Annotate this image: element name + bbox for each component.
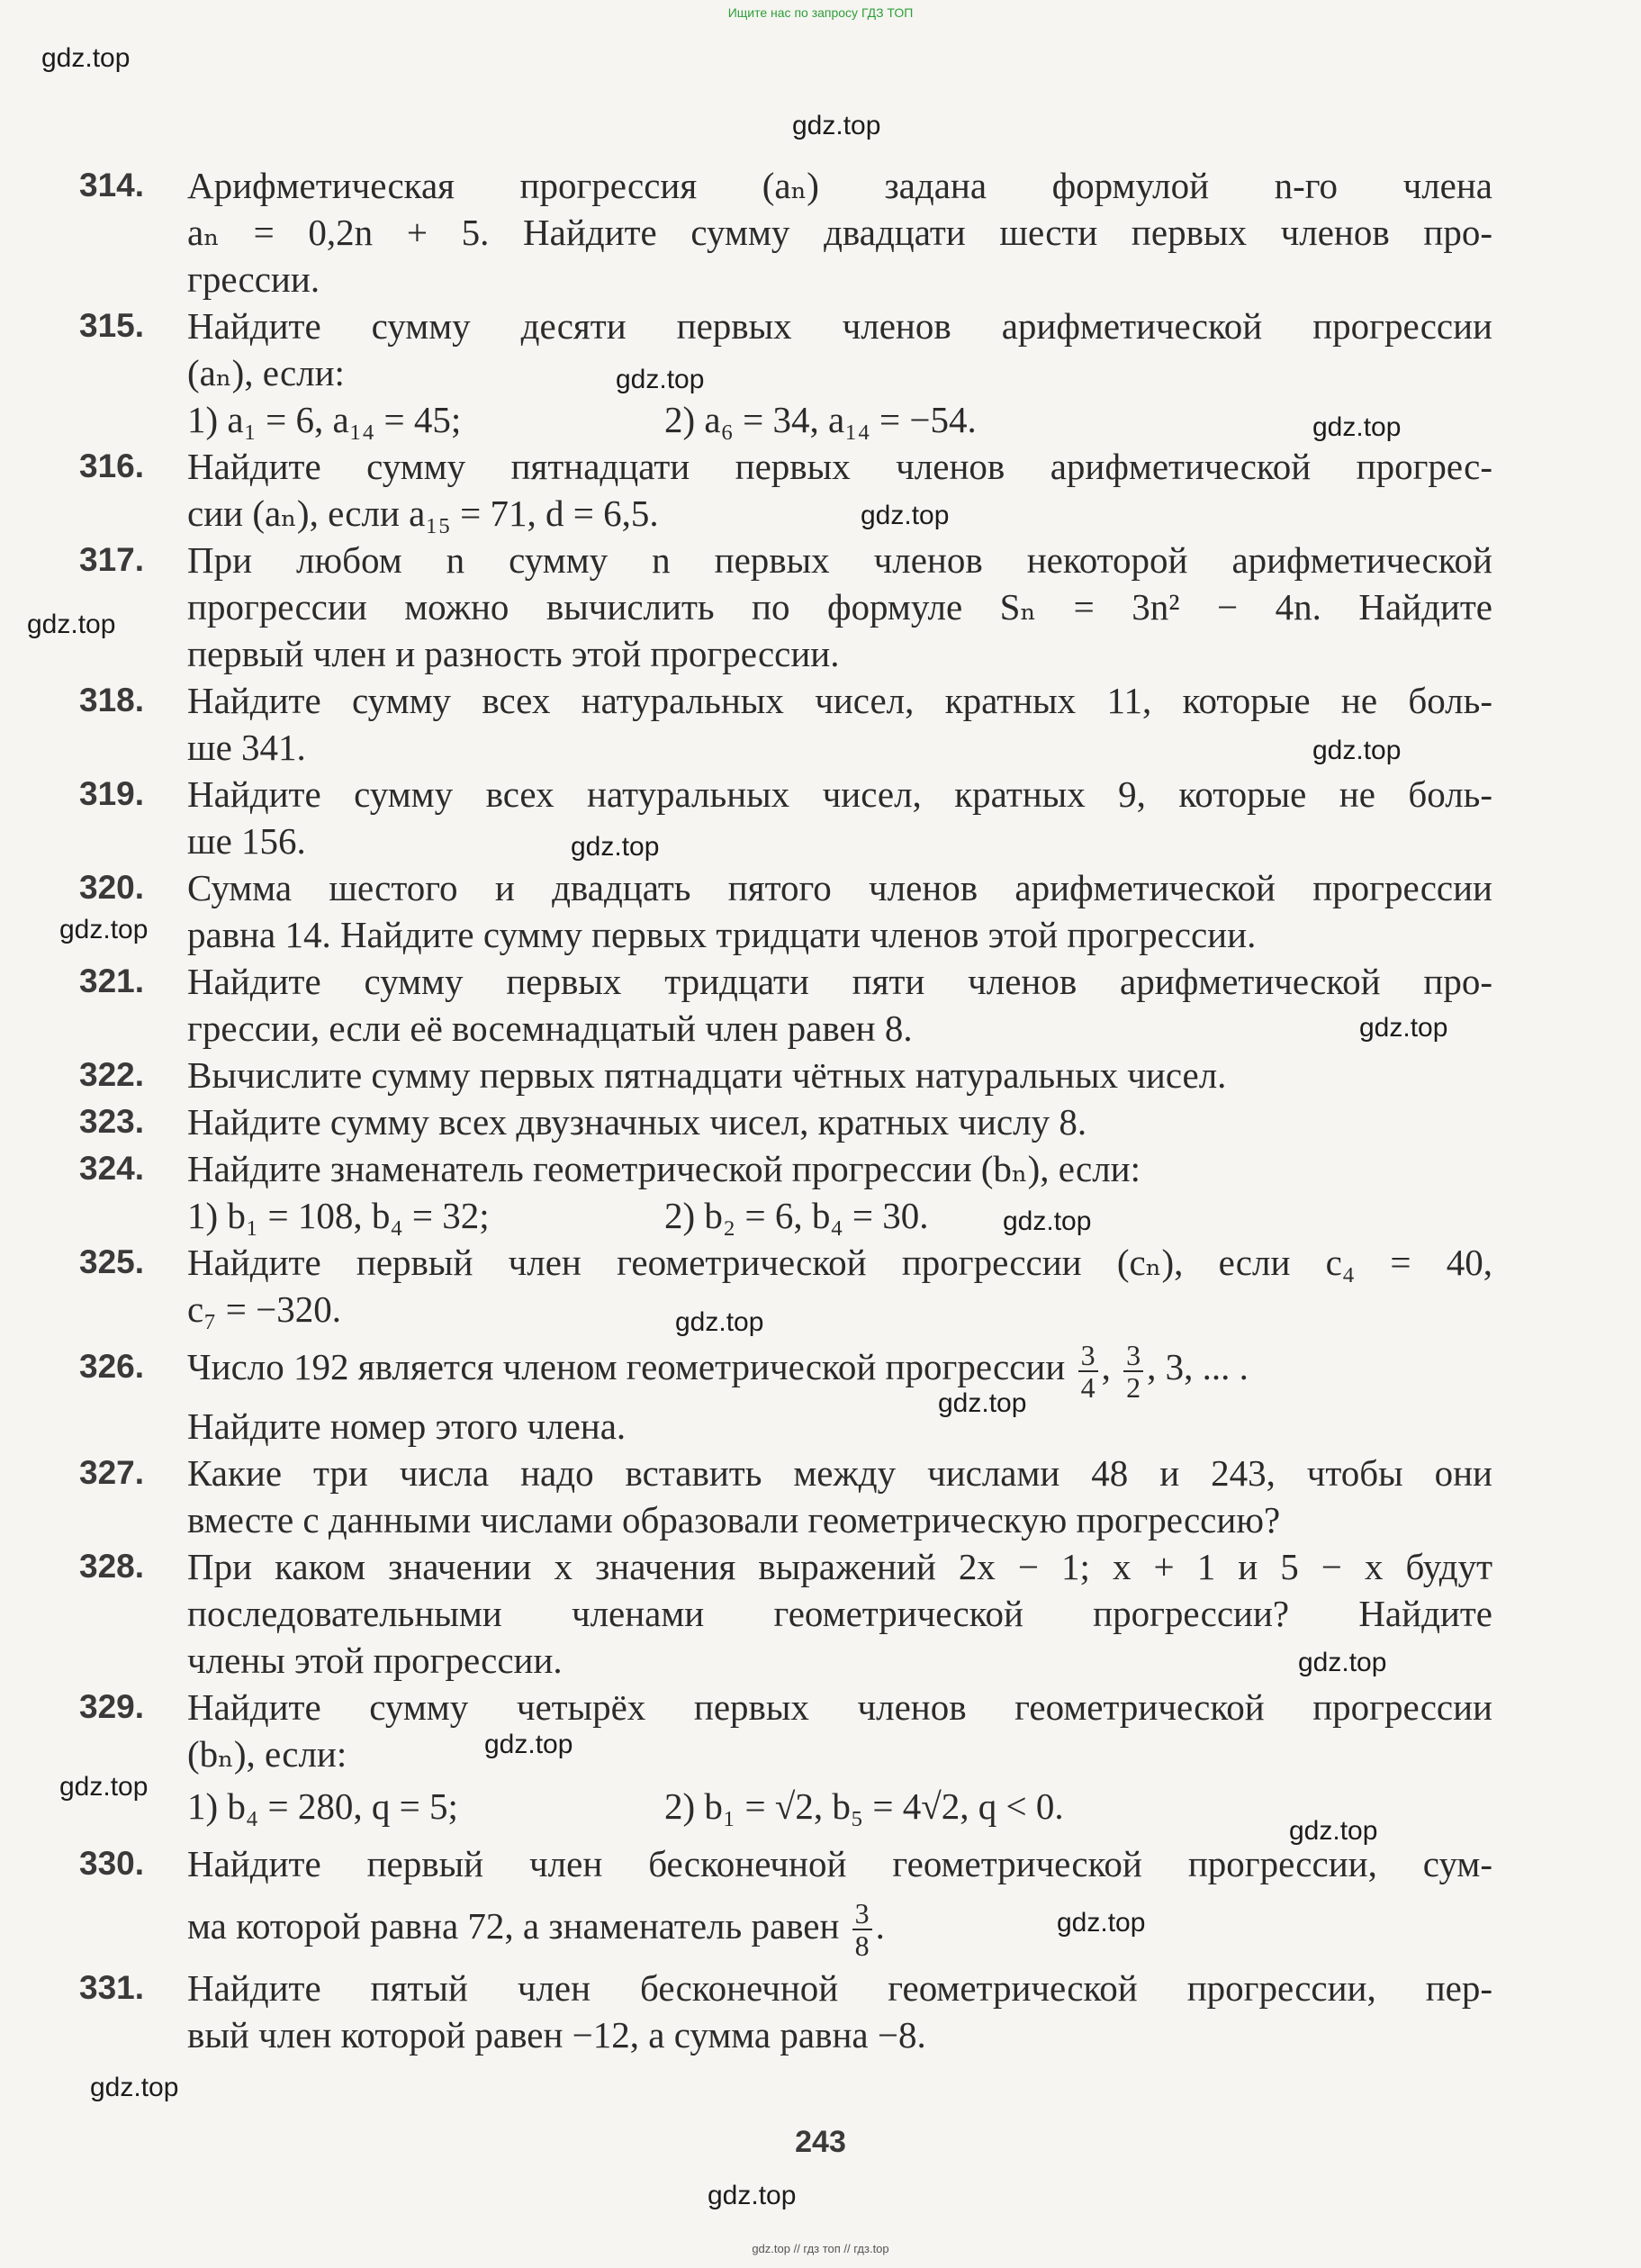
bottom-banner: gdz.top // гдз топ // гдз.top	[752, 2242, 889, 2255]
problem-text-line: Найдите сумму всех натуральных чисел, кратных 11, которые не боль-	[187, 680, 1492, 721]
watermark: gdz.top	[675, 1307, 764, 1337]
numerator: 3	[1078, 1340, 1098, 1372]
fraction	[1123, 1340, 1143, 1403]
problem-text-line: первый член и разность этой прогрессии.	[187, 633, 840, 674]
problem-number: 326.	[79, 1348, 145, 1385]
problem-number: 316.	[79, 447, 145, 484]
denominator: 2	[1126, 1370, 1141, 1404]
problem-329	[79, 1684, 1492, 1835]
watermark: gdz.top	[708, 2181, 797, 2210]
problem-325	[79, 1239, 1492, 1333]
numerator: 3	[1123, 1340, 1143, 1372]
problem-316	[79, 443, 1492, 537]
numerator: 3	[852, 1898, 872, 1930]
option-2: 2) b₁ = √2, b₅ = 4√2, q < 0.	[664, 1785, 1064, 1827]
problem-text-line: сии (aₙ), если a₁₅ = 71, d = 6,5.	[187, 492, 659, 534]
problem-text-line: Найдите номер этого члена.	[187, 1405, 627, 1447]
problem-text-line	[187, 1887, 1492, 1965]
option-1: 1) b₄ = 280, q = 5;	[187, 1785, 458, 1827]
watermark: gdz.top	[90, 2073, 179, 2102]
problem-text-line: (bₙ), если:	[187, 1732, 347, 1775]
problem-number: 327.	[79, 1453, 145, 1491]
problem-text-line: Найдите сумму всех натуральных чисел, кратных 9, которые не боль-	[187, 773, 1492, 815]
problem-text-line: При любом n сумму n первых членов некоторой арифметической	[187, 539, 1492, 581]
problem-number: 317.	[79, 541, 145, 578]
problem-number: 318.	[79, 682, 145, 718]
option-2: 2) b₂ = 6, b₄ = 30.	[664, 1195, 929, 1236]
problem-text-line: вместе с данными числами образовали геометрическую прогрессию?	[187, 1498, 1281, 1541]
problem-text-line: Найдите сумму всех двузначных чисел, кратных числу 8.	[187, 1101, 1087, 1143]
watermark: gdz.top	[484, 1730, 573, 1759]
problem-text-line: прогрессии можно вычислить по формуле Sₙ = 3n² − 4n. Найдите	[187, 586, 1492, 628]
watermark: gdz.top	[27, 610, 116, 639]
watermark: gdz.top	[41, 43, 131, 73]
problem-number: 329.	[79, 1687, 145, 1725]
watermark: gdz.top	[1312, 736, 1402, 765]
problem-328	[79, 1543, 1492, 1684]
problem-text-line: равна 14. Найдите сумму первых тридцати членов этой прогрессии.	[187, 914, 1257, 955]
watermark: gdz.top	[59, 915, 149, 944]
problem-text-line: члены этой прогрессии.	[187, 1639, 563, 1681]
problem-text-line: Какие три числа надо вставить между числами 48 и 243, чтобы они	[187, 1451, 1492, 1494]
problem-320	[79, 864, 1492, 958]
problem-text-line: грессии.	[187, 258, 320, 300]
problem-text-line: (aₙ), если:	[187, 352, 345, 393]
problem-number: 314.	[79, 167, 145, 203]
problem-text: Число 192 является членом геометрической прогрессии	[187, 1346, 1066, 1387]
problem-319	[79, 771, 1492, 864]
problem-number: 328.	[79, 1547, 145, 1585]
watermark: gdz.top	[1298, 1648, 1387, 1677]
problem-text-line: ше 341.	[187, 727, 306, 768]
watermark: gdz.top	[938, 1388, 1027, 1418]
problem-326	[79, 1338, 1492, 1450]
problem-text-line: Найдите сумму четырёх первых членов геометрической прогрессии	[187, 1685, 1492, 1728]
problem-list	[79, 162, 1492, 2058]
watermark: gdz.top	[1359, 1013, 1448, 1043]
problem-text-line: Найдите пятый член бесконечной геометрической прогрессии, пер-	[187, 1966, 1492, 2009]
top-banner: Ищите нас по запросу ГДЗ ТОП	[727, 5, 914, 20]
problem-330	[79, 1840, 1492, 1965]
watermark: gdz.top	[616, 365, 705, 394]
problem-text-line: вый член которой равен −12, а сумма равна −8.	[187, 2013, 926, 2056]
problem-number: 315.	[79, 307, 145, 344]
problem-322	[79, 1052, 1492, 1098]
watermark: gdz.top	[59, 1772, 149, 1802]
problem-text-line: Найдите знаменатель геометрической прогрессии (bₙ), если:	[187, 1148, 1141, 1189]
problem-text: , 3, ... .	[1147, 1346, 1249, 1387]
problem-314	[79, 162, 1492, 303]
problem-text-line: последовательными членами геометрической прогрессии? Найдите	[187, 1592, 1492, 1634]
fraction	[1078, 1340, 1098, 1403]
problem-text-line: Найдите сумму пятнадцати первых членов арифметической прогрес-	[187, 446, 1492, 487]
problem-number: 325.	[79, 1243, 145, 1280]
problem-text-line: Вычислите сумму первых пятнадцати чётных натуральных чисел.	[187, 1054, 1227, 1096]
option-2: 2) a₆ = 34, a₁₄ = −54.	[664, 399, 977, 440]
problem-text-line: c₇ = −320.	[187, 1288, 341, 1330]
problem-number: 330.	[79, 1844, 145, 1882]
problem-317	[79, 537, 1492, 677]
watermark: gdz.top	[571, 832, 660, 862]
problem-text-line: Сумма шестого и двадцать пятого членов арифметической прогрессии	[187, 867, 1492, 908]
problem-number: 324.	[79, 1150, 145, 1187]
problem-text-line: При каком значении x значения выражений 2x − 1; x + 1 и 5 − x будут	[187, 1545, 1492, 1587]
problem-number: 320.	[79, 869, 145, 906]
problem-324	[79, 1145, 1492, 1239]
problem-text: .	[875, 1904, 885, 1947]
problem-text-line: Число 192 является членом геометрической прогрессии $\frac{3}{4}$ , $\frac{3}{2}$ , 3, ... .	[187, 1338, 1249, 1404]
problem-text: ма которой равна 72, а знаменатель равен	[187, 1904, 840, 1947]
option-1: 1) b₁ = 108, b₄ = 32;	[187, 1195, 490, 1236]
problem-text-line: ше 156.	[187, 820, 306, 862]
problem-331	[79, 1965, 1492, 2058]
problem-315	[79, 303, 1492, 443]
watermark: gdz.top	[1289, 1816, 1378, 1846]
problem-text-line: Найдите сумму первых тридцати пяти членов арифметической про-	[187, 961, 1492, 1002]
option-1: 1) a₁ = 6, a₁₄ = 45;	[187, 399, 462, 440]
watermark: gdz.top	[1003, 1206, 1092, 1236]
watermark: gdz.top	[861, 501, 950, 530]
problem-text-line: Найдите первый член геометрической прогрессии (cₙ), если c₄ = 40,	[187, 1242, 1492, 1283]
watermark: gdz.top	[1312, 412, 1402, 442]
denominator: 4	[1080, 1370, 1096, 1404]
watermark: gdz.top	[1057, 1908, 1146, 1938]
problem-text-line: Арифметическая прогрессия (aₙ) задана формулой n-го члена	[187, 165, 1492, 206]
denominator: 8	[854, 1929, 870, 1963]
page-number: 243	[795, 2125, 846, 2159]
problem-text-line: Найдите сумму десяти первых членов арифметической прогрессии	[187, 305, 1492, 347]
problem-327	[79, 1450, 1492, 1543]
problem-321	[79, 958, 1492, 1052]
problem-323	[79, 1098, 1492, 1145]
problem-number: 319.	[79, 775, 145, 812]
fraction	[852, 1898, 872, 1961]
problem-number: 323.	[79, 1103, 145, 1140]
problem-number: 331.	[79, 1968, 145, 2006]
watermark: gdz.top	[792, 111, 881, 140]
problem-text-line: Найдите первый член бесконечной геометрической прогрессии, сум-	[187, 1842, 1492, 1884]
problem-text-line: грессии, если её восемнадцатый член равен 8.	[187, 1007, 913, 1049]
problem-number: 322.	[79, 1056, 145, 1093]
problem-318	[79, 677, 1492, 771]
problem-text-line: aₙ = 0,2n + 5. Найдите сумму двадцати шести первых членов про-	[187, 212, 1492, 253]
problem-number: 321.	[79, 962, 145, 999]
